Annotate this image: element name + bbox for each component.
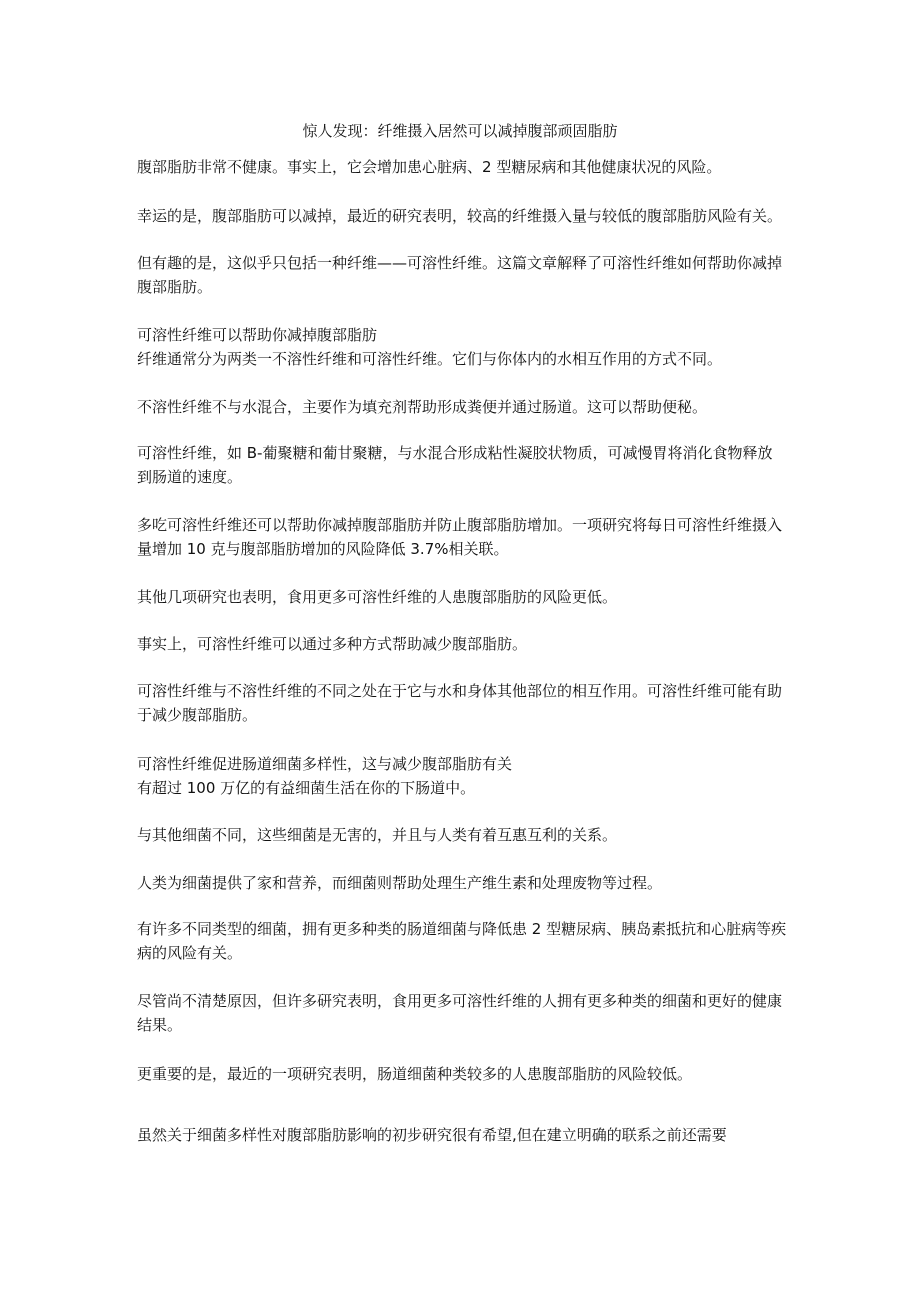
paragraph-6: 可溶性纤维，如 B-葡聚糖和葡甘聚糖，与水混合形成粘性凝胶状物质，可减慢胃将消化食物释放到肠道的速度。: [137, 444, 773, 486]
paragraph-11: 有超过 100 万亿的有益细菌生活在你的下肠道中。: [137, 779, 476, 797]
paragraph-7: 多吃可溶性纤维还可以帮助你减掉腹部脂肪并防止腹部脂肪增加。一项研究将每日可溶性纤维摄入量增加 10 克与腹部脂肪增加的风险降低 3.7%相关联。: [137, 516, 783, 558]
paragraph-3: 但有趣的是，这似乎只包括一种纤维——可溶性纤维。这篇文章解释了可溶性纤维如何帮助你减掉腹部脂肪。: [137, 254, 783, 296]
paragraph-12: 与其他细菌不同，这些细菌是无害的，并且与人类有着互惠互利的关系。: [137, 826, 618, 844]
paragraph-4: 纤维通常分为两类一不溶性纤维和可溶性纤维。它们与你体内的水相互作用的方式不同。: [137, 350, 723, 368]
paragraph-16: 更重要的是，最近的一项研究表明，肠道细菌种类较多的人患腹部脂肪的风险较低。: [137, 1065, 693, 1083]
paragraph-2: 幸运的是，腹部脂肪可以减掉，最近的研究表明，较高的纤维摄入量与较低的腹部脂肪风险有关。: [137, 207, 783, 225]
paragraph-9: 事实上，可溶性纤维可以通过多种方式帮助减少腹部脂肪。: [137, 635, 528, 653]
section-heading-2: 可溶性纤维促进肠道细菌多样性，这与减少腹部脂肪有关: [137, 755, 513, 773]
paragraph-13: 人类为细菌提供了家和营养，而细菌则帮助处理生产维生素和处理废物等过程。: [137, 874, 663, 892]
paragraph-5: 不溶性纤维不与水混合，主要作为填充剂帮助形成粪便并通过肠道。这可以帮助便秘。: [137, 398, 708, 416]
paragraph-17: 虽然关于细菌多样性对腹部脂肪影响的初步研究很有希望,但在建立明确的联系之前还需要: [137, 1126, 727, 1144]
paragraph-15: 尽管尚不清楚原因，但许多研究表明，食用更多可溶性纤维的人拥有更多种类的细菌和更好的健康结果。: [137, 992, 783, 1034]
document-title: 惊人发现：纤维摄入居然可以减掉腹部顽固脂肪: [302, 122, 618, 140]
paragraph-10: 可溶性纤维与不溶性纤维的不同之处在于它与水和身体其他部位的相互作用。可溶性纤维可能有助于减少腹部脂肪。: [137, 682, 783, 724]
section-heading-1: 可溶性纤维可以帮助你减掉腹部脂肪: [137, 326, 378, 344]
paragraph-1: 腹部脂肪非常不健康。事实上，它会增加患心脏病、2 型糖尿病和其他健康状况的风险。: [137, 158, 722, 176]
paragraph-8: 其他几项研究也表明，食用更多可溶性纤维的人患腹部脂肪的风险更低。: [137, 588, 618, 606]
paragraph-14: 有许多不同类型的细菌，拥有更多种类的肠道细菌与降低患 2 型糖尿病、胰岛素抵抗和心脏病等疾病的风险有关。: [137, 920, 787, 962]
